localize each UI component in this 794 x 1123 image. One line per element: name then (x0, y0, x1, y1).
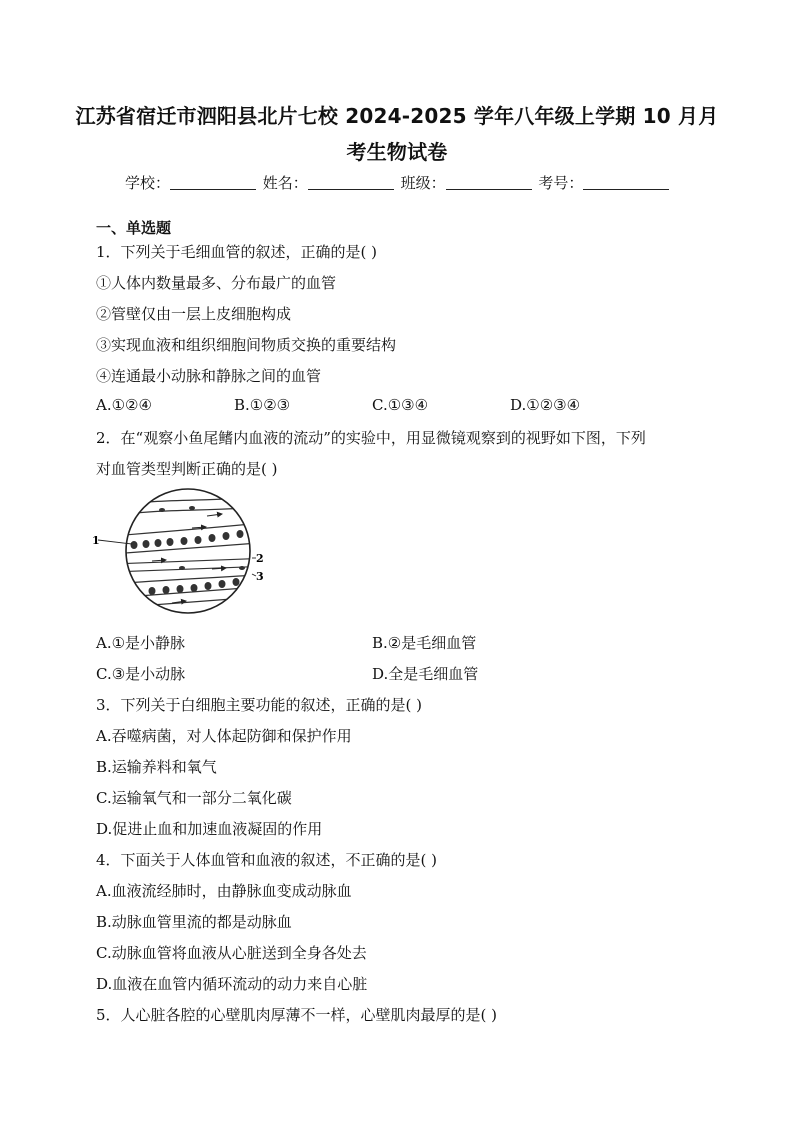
figure-label-1: 1 (92, 534, 100, 547)
question-2-option-b: B.②是毛细血管 (372, 634, 477, 652)
question-3-option-b: B.运输养料和氧气 (96, 758, 217, 776)
question-1-option-d: D.①②③④ (510, 396, 581, 414)
question-4-option-b: B.动脉血管里流的都是动脉血 (96, 913, 292, 931)
question-3-option-d: D.促进止血和加速血液凝固的作用 (96, 820, 323, 838)
name-label: 姓名： (262, 174, 308, 192)
exam-title-line-2: 考生物试卷 (346, 140, 448, 164)
figure-label-3: 3 (256, 570, 264, 583)
question-1-statement-4: ④连通最小动脉和静脉之间的血管 (96, 367, 322, 385)
question-4-option-c: C.动脉血管将血液从心脏送到全身各处去 (96, 944, 367, 962)
question-4-stem: 4．下面关于人体血管和血液的叙述，不正确的是( ) (96, 851, 438, 869)
number-label: 考号： (538, 174, 584, 192)
name-blank (308, 174, 394, 190)
school-blank (170, 174, 256, 190)
question-1-option-a: A.①②④ (96, 396, 152, 414)
question-1-stem: 1．下列关于毛细血管的叙述，正确的是( ) (96, 243, 378, 261)
question-1-option-b: B.①②③ (234, 396, 291, 414)
question-3-option-c: C.运输氧气和一部分二氧化碳 (96, 789, 292, 807)
question-2-stem-line-2: 对血管类型判断正确的是( ) (96, 460, 278, 478)
question-5-stem: 5．人心脏各腔的心壁肌肉厚薄不一样，心壁肌肉最厚的是( ) (96, 1006, 498, 1024)
question-1-statement-2: ②管壁仅由一层上皮细胞构成 (96, 305, 292, 323)
question-2-stem-line-1: 2．在“观察小鱼尾鳍内血液的流动”的实验中，用显微镜观察到的视野如下图，下列 (96, 429, 646, 447)
question-2-option-a: A.①是小静脉 (96, 634, 186, 652)
question-3-stem: 3．下列关于白细胞主要功能的叙述，正确的是( ) (96, 696, 423, 714)
school-label: 学校： (125, 174, 171, 192)
student-info-row (125, 172, 671, 193)
class-blank (446, 174, 532, 190)
microscope-field-figure (92, 488, 282, 618)
question-3-option-a: A.吞噬病菌，对人体起防御和保护作用 (96, 727, 352, 745)
vessel-lines (112, 496, 272, 608)
question-2-option-d: D.全是毛细血管 (372, 665, 479, 683)
class-label: 班级： (400, 174, 446, 192)
question-2-option-c: C.③是小动脉 (96, 665, 186, 683)
figure-label-2: 2 (256, 552, 264, 565)
question-1-statement-1: ①人体内数量最多、分布最广的血管 (96, 274, 337, 292)
number-blank (583, 174, 669, 190)
question-4-option-d: D.血液在血管内循环流动的动力来自心脏 (96, 975, 368, 993)
exam-title-line-1: 江苏省宿迁市泗阳县北片七校 2024-2025 学年八年级上学期 10 月月 (75, 104, 719, 128)
question-1-statement-3: ③实现血液和组织细胞间物质交换的重要结构 (96, 336, 397, 354)
question-4-option-a: A.血液流经肺时，由静脉血变成动脉血 (96, 882, 352, 900)
section-title: 一、单选题 (96, 219, 172, 237)
question-1-option-c: C.①③④ (372, 396, 429, 414)
